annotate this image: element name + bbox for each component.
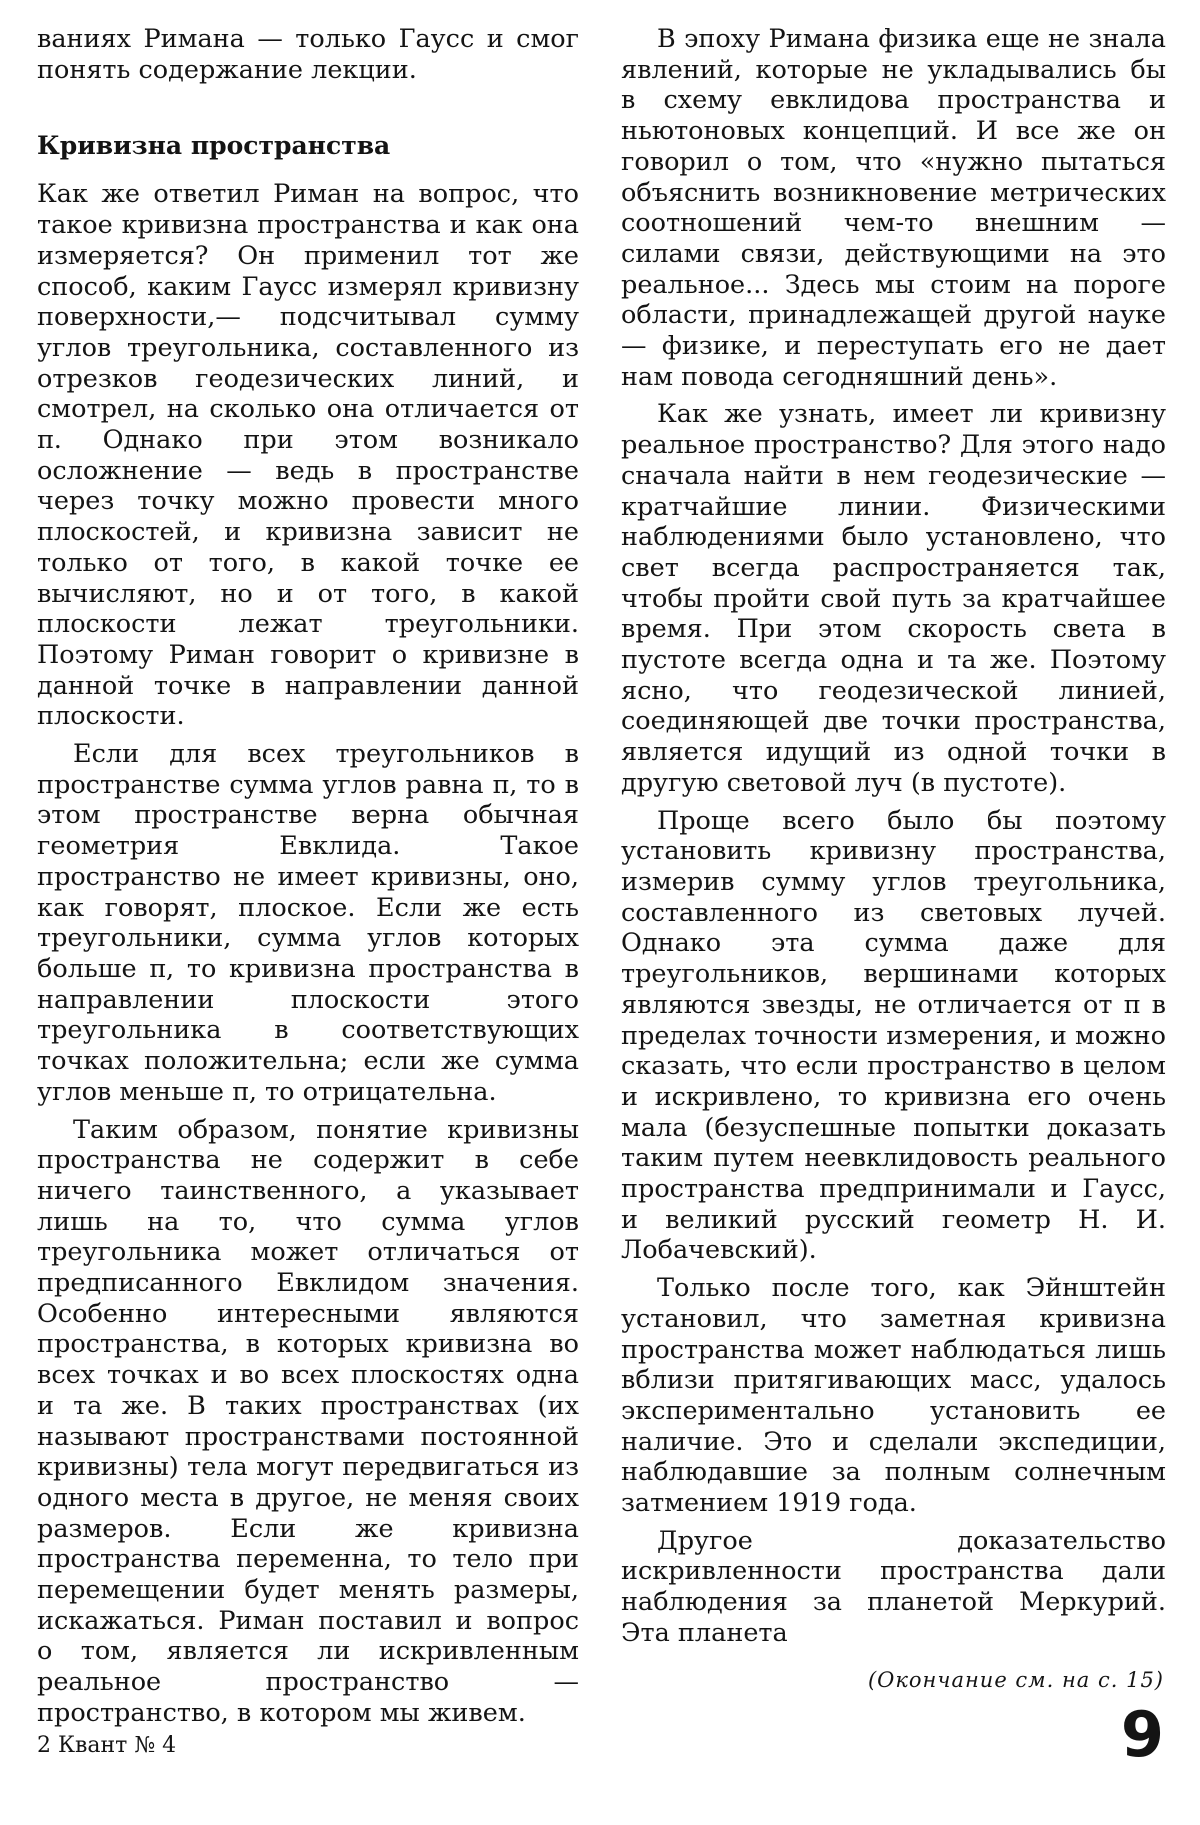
paragraph: Если для всех треугольников в пространстве сумма углов равна π, то в этом пространстве верна обычная геометрия Евклида. Такое пространство не имеет кривизны, оно, как говорят, плоское. Если же есть треугольники, сумма углов которых больше π, то кривизна пространства в направлении плоскости этого треугольника в соответствующих точках положительна; если же сумма углов меньше π, то отрицательна. [37, 739, 579, 1107]
continuation-note: (Окончание см. на с. 15) [867, 1668, 1164, 1692]
paragraph: ваниях Римана — только Гаусс и смог понять содержание лекции. [37, 24, 579, 85]
issue-signature: 2 Квант № 4 [37, 1733, 177, 1758]
paragraph: Проще всего было бы поэтому установить кривизну пространства, измерив сумму углов треугольника, составленного из световых лучей. Однако эта сумма даже для треугольников, вершинами которых являются звезды, не отличается от π в пределах точности измерения, и можно сказать, что если пространство в целом и искривлено, то кривизна его очень мала (безуспешные попытки доказать таким путем неевклидовость реального пространства предпринимали и Гаусс, и великий русский геометр Н. И. Лобачевский). [621, 805, 1166, 1266]
page-number: 9 [1120, 1698, 1164, 1771]
paragraph: Другое доказательство искривленности пространства дали наблюдения за планетой Меркурий. Эта планета [621, 1525, 1166, 1648]
paragraph: В эпоху Римана физика еще не знала явлений, которые не укладывались бы в схему евклидова пространства и ньютоновых концепций. И все же он говорил о том, что «нужно пытаться объяснить возникновение метрических соотношений чем-то внешним — силами связи, действующими на это реальное... Здесь мы стоим на пороге области, принадлежащей другой науке — физике, и переступать его не дает нам повода сегодняшний день». [621, 24, 1166, 392]
left-column [37, 24, 579, 1729]
paragraph: Как же узнать, имеет ли кривизну реальное пространство? Для этого надо сначала найти в нем геодезические — кратчайшие линии. Физическими наблюдениями было установлено, что свет всегда распространяется так, чтобы пройти свой путь за кратчайшее время. При этом скорость света в пустоте всегда одна и та же. Поэтому ясно, что геодезической линией, соединяющей две точки пространства, является идущий из одной точки в другую световой луч (в пустоте). [621, 399, 1166, 798]
section-heading: Кривизна пространства [37, 131, 391, 161]
paragraph: Только после того, как Эйнштейн установил, что заметная кривизна пространства может наблюдаться лишь вблизи притягивающих масс, удалось экспериментально установить ее наличие. Это и сделали экспедиции, наблюдавшие за полным солнечным затмением 1919 года. [621, 1273, 1166, 1519]
paragraph: Таким образом, понятие кривизны пространства не содержит в себе ничего таинственного, а указывает лишь на то, что сумма углов треугольника может отличаться от предписанного Евклидом значения. Особенно интересными являются пространства, в которых кривизна во всех точках и во всех плоскостях одна и та же. В таких пространствах (их называют пространствами постоянной кривизны) тела могут передвигаться из одного места в другое, не меняя своих размеров. Если же кривизна пространства переменна, то тело при перемещении будет менять размеры, искажаться. Риман поставил и вопрос о том, является ли искривленным реальное пространство — пространство, в котором мы живем. [37, 1114, 579, 1728]
right-column [621, 24, 1166, 1649]
paragraph: Как же ответил Риман на вопрос, что такое кривизна пространства и как она измеряется? Он применил тот же способ, каким Гаусс измерял кривизну поверхности,— подсчитывал сумму углов треугольника, составленного из отрезков геодезических линий, и смотрел, на сколько она отличается от π. Однако при этом возникало осложнение — ведь в пространстве через точку можно провести много плоскостей, и кривизна зависит не только от того, в какой точке ее вычисляют, но и от того, в какой плоскости лежат треугольники. Поэтому Риман говорит о кривизне в данной точке в направлении данной плоскости. [37, 179, 579, 732]
